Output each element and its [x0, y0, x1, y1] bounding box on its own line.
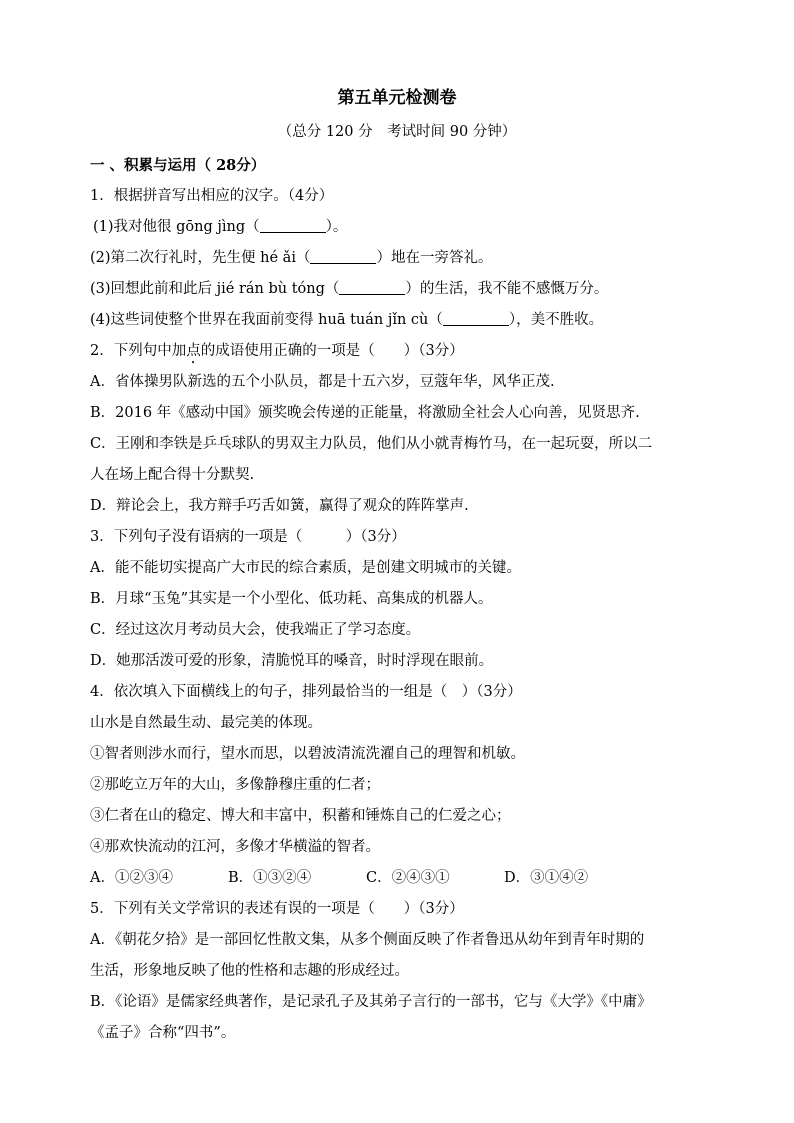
question-2-option-b: B．2016 年《感动中国》颁奖晚会传递的正能量，将激励全社会人心向善，见贤思齐.: [90, 405, 640, 421]
question-4-sentence-1: ①智者则涉水而行，望水而思，以碧波清流洗濯自己的理智和机敏。: [90, 746, 525, 762]
answer-blank[interactable]: [310, 249, 376, 264]
option-b: B．①③②④: [228, 870, 312, 886]
question-1-item-4: (4)这些词使整个世界在我面前变得 huā tuán jǐn cù（ ），美不胜收。: [90, 312, 604, 328]
question-4-options: [90, 863, 715, 894]
question-4-sentence-2: ②那屹立万年的大山，多像静穆庄重的仁者；: [90, 777, 380, 793]
page-title: 第五单元检测卷: [337, 88, 457, 108]
question-4-lead: 山水是自然最生动、最完美的体现。: [90, 715, 322, 731]
question-1-item-3: (3)回想此前和此后 jié rán bù tóng（ ）的生活，我不能不感慨万分。: [90, 281, 609, 297]
question-5-stem: 5．下列有关文学常识的表述有误的一项是（ ）（3分）: [90, 901, 464, 917]
question-2-option-c-cont: 人在场上配合得十分默契.: [90, 467, 255, 483]
exam-info: （总分 120 分 考试时间 90 分钟）: [277, 124, 517, 140]
question-3-stem: 3．下列句子没有语病的一项是（ ）（3分）: [90, 529, 406, 545]
question-1-stem: 1．根据拼音写出相应的汉字。（4分）: [90, 188, 334, 204]
question-5-option-b: B．《论语》是儒家经典著作，是记录孔子及其弟子言行的一部书，它与《大学》《中庸》: [90, 994, 652, 1010]
option-a: A．①②③④: [90, 870, 173, 886]
question-2-option-d: D．辩论会上，我方辩手巧舌如簧，赢得了观众的阵阵掌声.: [90, 498, 469, 514]
question-2-option-a: A．省体操男队新选的五个小队员，都是十五六岁，豆蔻年华，风华正茂.: [90, 374, 555, 390]
answer-blank[interactable]: [339, 280, 405, 295]
question-4-sentence-3: ③仁者在山的稳定、博大和丰富中，积蓄和锤炼自己的仁爱之心；: [90, 808, 511, 824]
question-3-option-a: A．能不能切实提高广大市民的综合素质，是创建文明城市的关键。: [90, 560, 521, 576]
emphasis-dot-char: 点: [186, 343, 201, 359]
question-5-option-b-cont: 《孟子》合称“四书”。: [90, 1025, 236, 1041]
question-3-option-b: B．月球“玉兔”其实是一个小型化、低功耗、高集成的机器人。: [90, 591, 493, 607]
question-1-item-1: (1)我对他很 gōng jìng（ ）。: [93, 219, 348, 235]
section-heading: 一 、积累与运用（ 28分）: [90, 157, 266, 174]
answer-blank[interactable]: [443, 311, 509, 326]
question-5-option-a: A．《朝花夕拾》是一部回忆性散文集，从多个侧面反映了作者鲁迅从幼年到青年时期的: [90, 932, 645, 948]
option-c: C．②④③①: [366, 870, 450, 886]
question-5-option-a-cont: 生活，形象地反映了他的性格和志趣的形成经过。: [90, 963, 409, 979]
question-4-stem: 4．依次填入下面横线上的句子，排列最恰当的一组是（ ）（3分）: [90, 684, 522, 700]
question-4-sentence-4: ④那欢快流动的江河，多像才华横溢的智者。: [90, 839, 380, 855]
exam-body: [90, 150, 715, 1049]
question-2-stem: 2．下列句中加点的成语使用正确的一项是（ ）（3分）: [90, 343, 464, 359]
answer-blank[interactable]: [260, 218, 326, 233]
question-1-item-2: (2)第二次行礼时，先生便 hé ǎi（ ）地在一旁答礼。: [90, 250, 493, 266]
question-3-option-c: C．经过这次月考动员大会，使我端正了学习态度。: [90, 622, 421, 638]
option-d: D．③①④②: [504, 870, 589, 886]
question-3-option-d: D．她那活泼可爱的形象，清脆悦耳的嗓音，时时浮现在眼前。: [90, 653, 494, 669]
question-2-option-c: C．王刚和李铁是乒乓球队的男双主力队员，他们从小就青梅竹马，在一起玩耍，所以二: [90, 436, 653, 452]
